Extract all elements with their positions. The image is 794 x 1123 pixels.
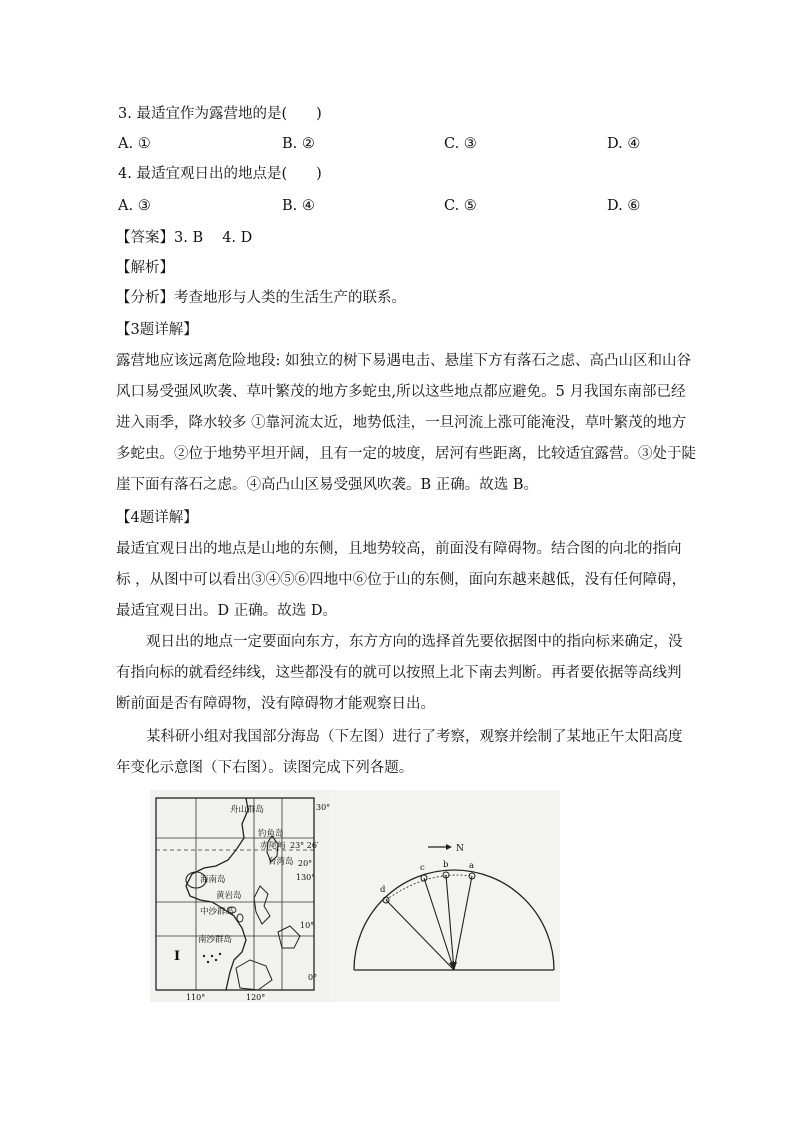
label-zhongsha: 中沙群岛 (200, 907, 235, 917)
q4-option-a: A. ③ (118, 198, 151, 214)
detail3-line: 露营地应该远离危险地段: 如独立的树下易遇电击、悬崖下方有落石之虑、高凸山区和山谷 (116, 353, 691, 369)
lat-30: 30° (316, 803, 330, 812)
q3-option-b: B. ② (282, 136, 315, 152)
detail4-line: 标 ，从图中可以看出③④⑤⑥四地中⑥位于山的东侧，面向东越来越低，没有任何障碍， (116, 572, 687, 588)
q4-stem: 4. 最适宜观日出的地点是( ) (118, 166, 322, 182)
detail4-line: 最适宜观日出。D 正确。故选 D。 (116, 603, 337, 619)
intro-line: 年变化示意图（下右图）。读图完成下列各题。 (116, 760, 414, 776)
lat-tropic: 23° 26′ (290, 841, 319, 850)
q3-option-a: A. ① (118, 136, 151, 152)
label-chiwei: 赤尾屿 (260, 841, 286, 851)
lat-10: 10° (300, 921, 315, 930)
detail3-line: 多蛇虫。②位于地势平坦开阔，且有一定的坡度，居河有些距离，比较适宜露营。③处于陡 (116, 446, 696, 462)
q3-option-d: D. ④ (607, 136, 641, 152)
intro-line: 某科研小组对我国部分海岛（下左图）进行了考察，观察并绘制了某地正午太阳高度 (146, 729, 683, 745)
point-b: b (443, 860, 449, 870)
q4-option-c: C. ⑤ (444, 198, 477, 214)
label-zhoushan: 舟山群岛 (230, 805, 265, 815)
q3-option-c: C. ③ (444, 136, 477, 152)
label-hainan: 海南岛 (200, 875, 226, 885)
q4-option-b: B. ④ (282, 198, 315, 214)
analysis-heading: 【解析】 (116, 260, 174, 276)
detail3-line: 风口易受强风吹袭、草叶繁茂的地方多蛇虫,所以这些地点都应避免。5 月我国东南部已经 (116, 384, 686, 400)
detail4-heading: 【4题详解】 (116, 510, 198, 526)
label-huangyan: 黄岩岛 (216, 891, 242, 901)
q3-stem: 3. 最适宜作为露营地的是( ) (118, 106, 322, 122)
detail3-heading: 【3题详解】 (116, 322, 198, 338)
fenxi-line: 【分析】考查地形与人类的生活生产的联系。 (116, 290, 406, 306)
label-taiwan: 台湾岛 (268, 857, 294, 867)
sun-altitude-diagram (348, 790, 560, 1002)
point-c: c (420, 863, 425, 873)
answer-line: 【答案】3. B 4. D (116, 230, 253, 246)
roman-label: I (174, 949, 181, 964)
figure-area (150, 790, 560, 1002)
lon-130: 130° (296, 873, 316, 882)
lon-120: 120° (246, 993, 266, 1002)
point-a: a (469, 861, 475, 871)
lon-110: 110° (186, 993, 206, 1002)
tip-line: 有指向标的就看经纬线，这些都没有的就可以按照上北下南去判断。再者要依据等高线判 (116, 665, 682, 681)
point-d: d (380, 885, 386, 895)
detail3-line: 进入雨季，降水较多 ①靠河流太近，地势低洼，一旦河流上涨可能淹没，草叶繁茂的地方 (116, 415, 687, 431)
q4-option-d: D. ⑥ (607, 198, 641, 214)
label-diaoyu: 钓鱼岛 (258, 829, 284, 839)
tip-line: 断前面是否有障碍物，没有障碍物才能观察日出。 (116, 696, 435, 712)
tip-line: 观日出的地点一定要面向东方，东方方向的选择首先要依据图中的指向标来确定，没 (146, 634, 683, 650)
label-nansha: 南沙群岛 (198, 935, 233, 945)
north-label: N (456, 844, 464, 854)
lat-0: 0° (308, 973, 318, 982)
islands-map (150, 790, 330, 1002)
detail3-line: 崖下面有落石之虑。④高凸山区易受强风吹袭。B 正确。故选 B。 (116, 477, 539, 493)
lat-20: 20° (298, 859, 313, 868)
detail4-line: 最适宜观日出的地点是山地的东侧，且地势较高，前面没有障碍物。结合图的向北的指向 (116, 541, 682, 557)
